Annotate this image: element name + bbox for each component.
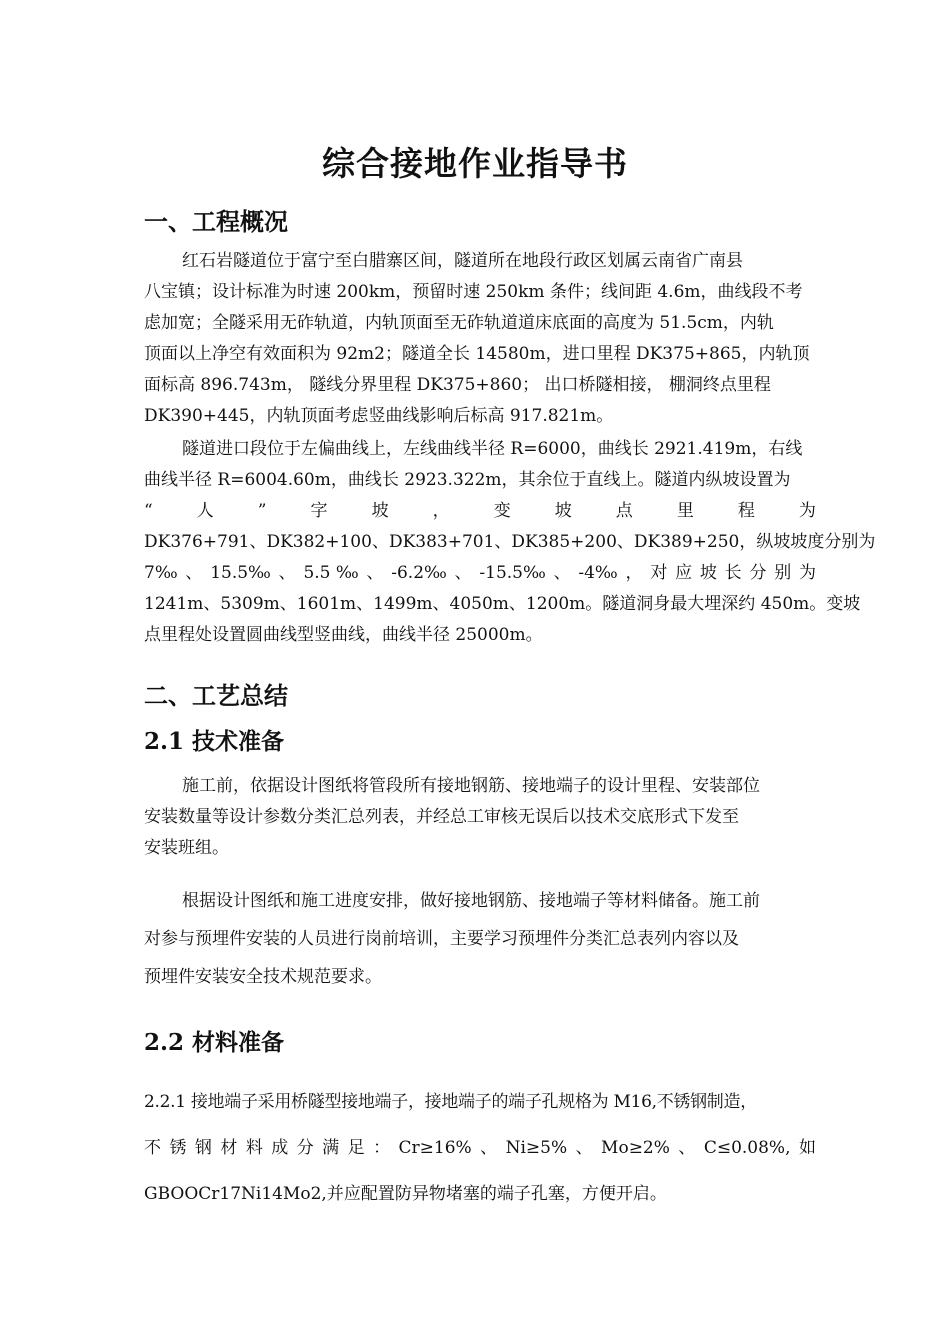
word: 坡 [554,501,572,521]
word: ” [257,501,267,521]
word: Mo≥2% [601,1138,670,1158]
paragraph-technical-2 [144,882,816,996]
document-title: 综合接地作业指导书 [322,144,628,183]
subsection-heading-technical: 2.1 技术准备 [144,728,285,755]
text-line: GBOOCr17Ni14Mo2,并应配置防异物堵塞的端子孔塞，方便开启。 [144,1184,667,1204]
word: 点 [615,501,633,521]
word: 7‰ [144,563,178,583]
text-line: 对参与预埋件安装的人员进行岗前培训，主要学习预埋件分类汇总表列内容以及 [144,929,739,949]
word: 程 [737,501,755,521]
word: 足 [347,1138,365,1158]
word: 满 [322,1138,340,1158]
section-heading-summary: 二、工艺总结 [144,681,288,710]
text-line: 根据设计图纸和施工进度安排，做好接地钢筋、接地端子等材料储备。施工前 [182,891,760,911]
word: 钢 [194,1138,212,1158]
paragraph-materials-1 [144,1079,816,1217]
word: 分 [749,563,767,583]
text-line: 曲线半径 R=6004.60m，曲线长 2923.322m，其余位于直线上。隧道内纵坡设置为 [144,470,791,490]
word: 、 [366,563,384,583]
word: 15.5‰ [210,563,271,583]
text-line: 安装班组。 [144,838,229,858]
word: “ [144,501,153,521]
word: 、 [553,563,571,583]
text-line-spread [144,496,816,527]
word: 对 [650,563,668,583]
word: ： [373,1138,391,1158]
word: ， [432,501,450,521]
text-line: 1241m、5309m、1601m、1499m、4050m、1200m。隧道洞身最大埋深约 450m。变坡 [144,594,861,614]
word: 料 [245,1138,263,1158]
section-heading-overview: 一、工程概况 [144,207,288,236]
word: 为 [799,563,816,583]
paragraph-overview-2 [144,434,876,651]
word: 别 [774,563,792,583]
word: 变 [493,501,511,521]
word: 、 [678,1138,696,1158]
text-line: 2.2.1 接地端子采用桥隧型接地端子，接地端子的端子孔规格为 M16,不锈钢制造， [144,1092,757,1112]
word: C≤0.08%, [703,1138,791,1158]
word: 为 [798,501,816,521]
text-line: 红石岩隧道位于富宁至白腊寨区间，隧道所在地段行政区划属云南省广南县 [182,251,743,271]
text-line: 隧道进口段位于左偏曲线上，左线曲线半径 R=6000，曲线长 2921.419m，右线 [182,439,803,459]
subsection-heading-materials: 2.2 材料准备 [144,1029,285,1056]
word: 5.5 ‰ [303,563,359,583]
text-line: 面标高 896.743m， 隧线分界里程 DK375+860； 出口桥隧相接， 棚洞终点里程 [144,375,771,395]
word: 、 [575,1138,593,1158]
word: 如 [798,1138,816,1158]
word: 、 [480,1138,498,1158]
word: 成 [271,1138,289,1158]
paragraph-technical-1 [144,771,816,864]
word: -6.2‰ [391,563,447,583]
word: 长 [724,563,742,583]
text-line: 施工前，依据设计图纸将管段所有接地钢筋、接地端子的设计里程、安装部位 [182,776,760,796]
text-line: DK390+445，内轨顶面考虑竖曲线影响后标高 917.821m。 [144,406,614,426]
text-line: DK376+791、DK382+100、DK383+701、DK385+200、DK389+250，纵坡坡度分别为 [144,532,876,552]
paragraph-overview-1 [144,246,816,432]
text-line: 预埋件安装安全技术规范要求。 [144,967,382,987]
word: 、 [185,563,203,583]
word: 人 [196,501,214,521]
word: 不 [144,1138,161,1158]
word: 里 [676,501,694,521]
word: 、 [454,563,472,583]
word: Cr≥16% [398,1138,472,1158]
word: Ni≥5% [505,1138,568,1158]
text-line-spread [144,558,816,589]
word: 锈 [169,1138,187,1158]
text-line: 八宝镇；设计标准为时速 200km，预留时速 250km 条件；线间距 4.6m，曲线段不考 [144,282,803,302]
word: -15.5‰ [479,563,546,583]
text-line: 点里程处设置圆曲线型竖曲线，曲线半径 25000m。 [144,625,543,645]
text-line: 虑加宽；全隧采用无砟轨道，内轨顶面至无砟轨道道床底面的高度为 51.5cm，内轨 [144,313,774,333]
word: 分 [296,1138,314,1158]
word: -4‰ [578,563,618,583]
word: 、 [278,563,296,583]
word: 坡 [699,563,717,583]
word: 坡 [371,501,389,521]
text-line: 安装数量等设计参数分类汇总列表，并经总工审核无误后以技术交底形式下发至 [144,807,739,827]
text-line: 顶面以上净空有效面积为 92m2；隧道全长 14580m，进口里程 DK375+865，内轨顶 [144,344,810,364]
text-line-spread [144,1125,816,1171]
word: 字 [310,501,328,521]
word: ， [625,563,643,583]
word: 材 [220,1138,238,1158]
word: 应 [675,563,693,583]
